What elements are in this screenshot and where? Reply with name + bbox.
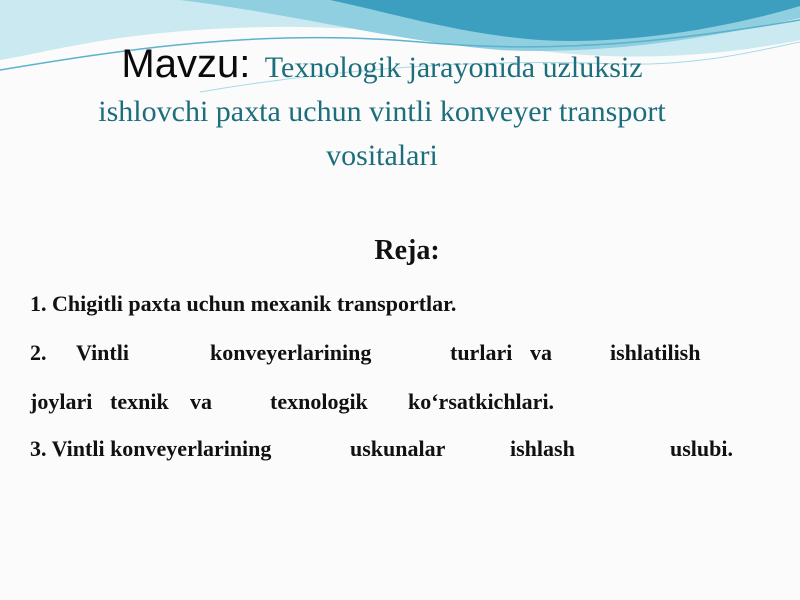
plan-item-2-word: turlari bbox=[450, 340, 513, 365]
plan-item-3-word: uskunalar bbox=[350, 436, 446, 461]
title-line-3: vositalari bbox=[326, 139, 438, 172]
plan-item-2-cont-word: va bbox=[190, 389, 212, 414]
plan-item-1: 1. Chigitli paxta uchun mexanik transportlar. bbox=[30, 291, 457, 316]
plan-item-2-cont-word: ko‘rsatkichlari. bbox=[408, 389, 555, 414]
plan-item-2-cont-word: texnologik bbox=[270, 389, 368, 414]
title-line-2: ishlovchi paxta uchun vintli konveyer transport bbox=[98, 95, 666, 128]
plan-item-2-word: ishlatilish bbox=[610, 340, 701, 365]
plan-item-3-word: 3. Vintli konveyerlarining bbox=[30, 436, 272, 461]
plan-item-2-cont-word: texnik bbox=[110, 389, 169, 414]
plan-item-2-cont-word: joylari bbox=[30, 389, 93, 414]
title-lead: Mavzu: bbox=[121, 42, 251, 86]
plan-item-2-word: konveyerlarining bbox=[210, 340, 372, 365]
plan-heading: Reja: bbox=[374, 235, 440, 266]
plan-item-2-word: Vintli bbox=[76, 340, 129, 365]
slide-title bbox=[20, 42, 744, 178]
plan-item-3-word: uslubi. bbox=[670, 436, 733, 461]
title-line-1 bbox=[20, 42, 744, 90]
plan-item-2-word: 2. bbox=[30, 340, 47, 365]
plan-item-3-word: ishlash bbox=[510, 436, 575, 461]
plan-item-2-word: va bbox=[530, 340, 552, 365]
title-line-1-text: Texnologik jarayonida uzluksiz bbox=[264, 51, 643, 84]
